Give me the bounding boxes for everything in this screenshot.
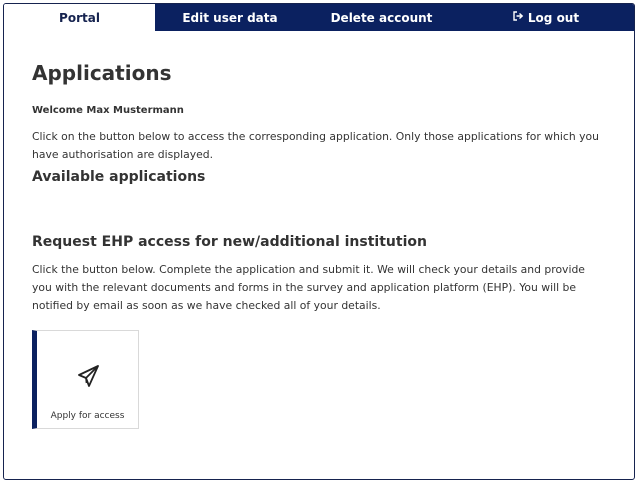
main-content (4, 61, 634, 315)
tab-portal[interactable] (4, 4, 155, 31)
intro-text: Click on the button below to access the corresponding application. Only those applications for which you have authorisation are displayed. (32, 130, 599, 161)
tab-delete-account[interactable] (305, 4, 458, 31)
tab-delete-account-label: Delete account (330, 10, 433, 25)
tab-portal-label: Portal (59, 10, 100, 25)
tab-log-out-label: Log out (527, 10, 580, 25)
portal-frame (3, 3, 635, 480)
request-access-heading: Request EHP access for new/additional institution (32, 234, 427, 250)
apply-for-access-label: Apply for access (50, 411, 125, 421)
tab-bar (4, 4, 634, 31)
tab-edit-user-data[interactable] (155, 4, 305, 31)
available-applications-heading: Available applications (32, 169, 206, 185)
welcome-message: Welcome Max Mustermann (32, 105, 184, 116)
logout-icon (513, 11, 524, 24)
apply-for-access-tile[interactable] (32, 330, 139, 429)
tab-edit-user-data-label: Edit user data (182, 10, 278, 25)
request-access-text: Click the button below. Complete the application and submit it. We will check your details and provide you with the relevant documents and forms in the survey and application platform (EHP). You will be notified by email as soon as we have checked all of your details. (32, 263, 585, 312)
paper-plane-icon (77, 364, 101, 388)
tab-log-out[interactable] (458, 4, 634, 31)
page-title: Applications (32, 61, 172, 85)
